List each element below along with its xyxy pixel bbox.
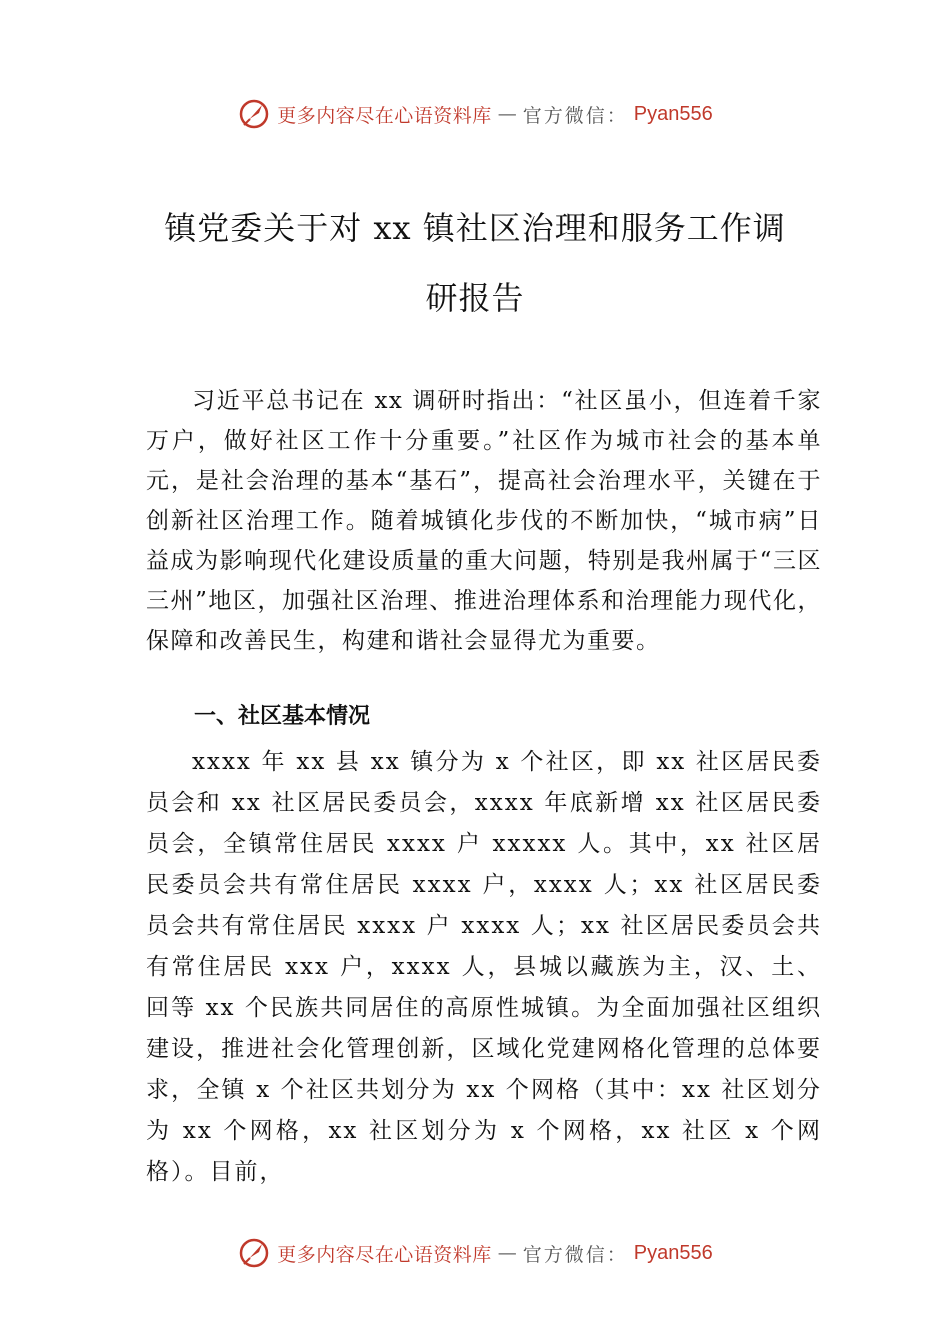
document-title-line1: 镇党委关于对 xx 镇社区治理和服务工作调 [164, 209, 786, 247]
watermark-label: 官方微信： [522, 104, 628, 127]
watermark-footer [0, 1233, 950, 1273]
watermark-account: Pyan556 [633, 1241, 713, 1264]
watermark-label: 官方微信： [522, 1243, 628, 1266]
intro-paragraph: 习近平总书记在 xx 调研时指出：“社区虽小，但连着千家万户，做好社区工作十分重要。”社区作为城市社会的基本单元，是社会治理的基本“基石”，提高社会治理水平，关键在于创新社区治理工作。随着城镇化步伐的不断加快，“城市病”日益成为影响现代化建设质量的重大问题，特别是我州属于“三区三州”地区，加强社区治理、推进治理体系和治理能力现代化，保障和改善民生，构建和谐社会显得尤为重要。 [146, 388, 822, 654]
watermark-brand: 更多内容尽在心语资料库 [277, 1243, 492, 1266]
quill-logo-icon [237, 97, 271, 131]
section-heading: 一、社区基本情况 [194, 704, 371, 729]
watermark-separator: — [497, 103, 517, 125]
quill-logo-icon [237, 1236, 271, 1270]
watermark-brand: 更多内容尽在心语资料库 [277, 104, 492, 127]
document-title-line2: 研报告 [425, 279, 525, 317]
section-paragraph: xxxx 年 xx 县 xx 镇分为 x 个社区，即 xx 社区居民委员会和 xx 社区居民委员会，xxxx 年底新增 xx 社区居民委员会，全镇常住居民 xxxx 户 xxxxx 人。其中，xx 社区居民委员会共有常住居民 xxxx 户，xxxx 人；xx 社区居民委员会共有常住居民 xxxx 户 xxxx 人；xx 社区居民委员会共有常住居民 xxx 户，xxxx 人，县城以藏族为主，汉、土、回等 xx 个民族共同居住的高原性城镇。为全面加强社区组织建设，推进社会化管理创新，区域化党建网格化管理的总体要求，全镇 x 个社区共划分为 xx 个网格（其中：xx 社区划分为 xx 个网格，xx 社区划分为 x 个网格，xx 社区 x 个网格）。目前， [146, 749, 822, 1185]
watermark-separator: — [497, 1242, 517, 1264]
watermark-account: Pyan556 [633, 102, 713, 125]
watermark-header [0, 94, 950, 134]
